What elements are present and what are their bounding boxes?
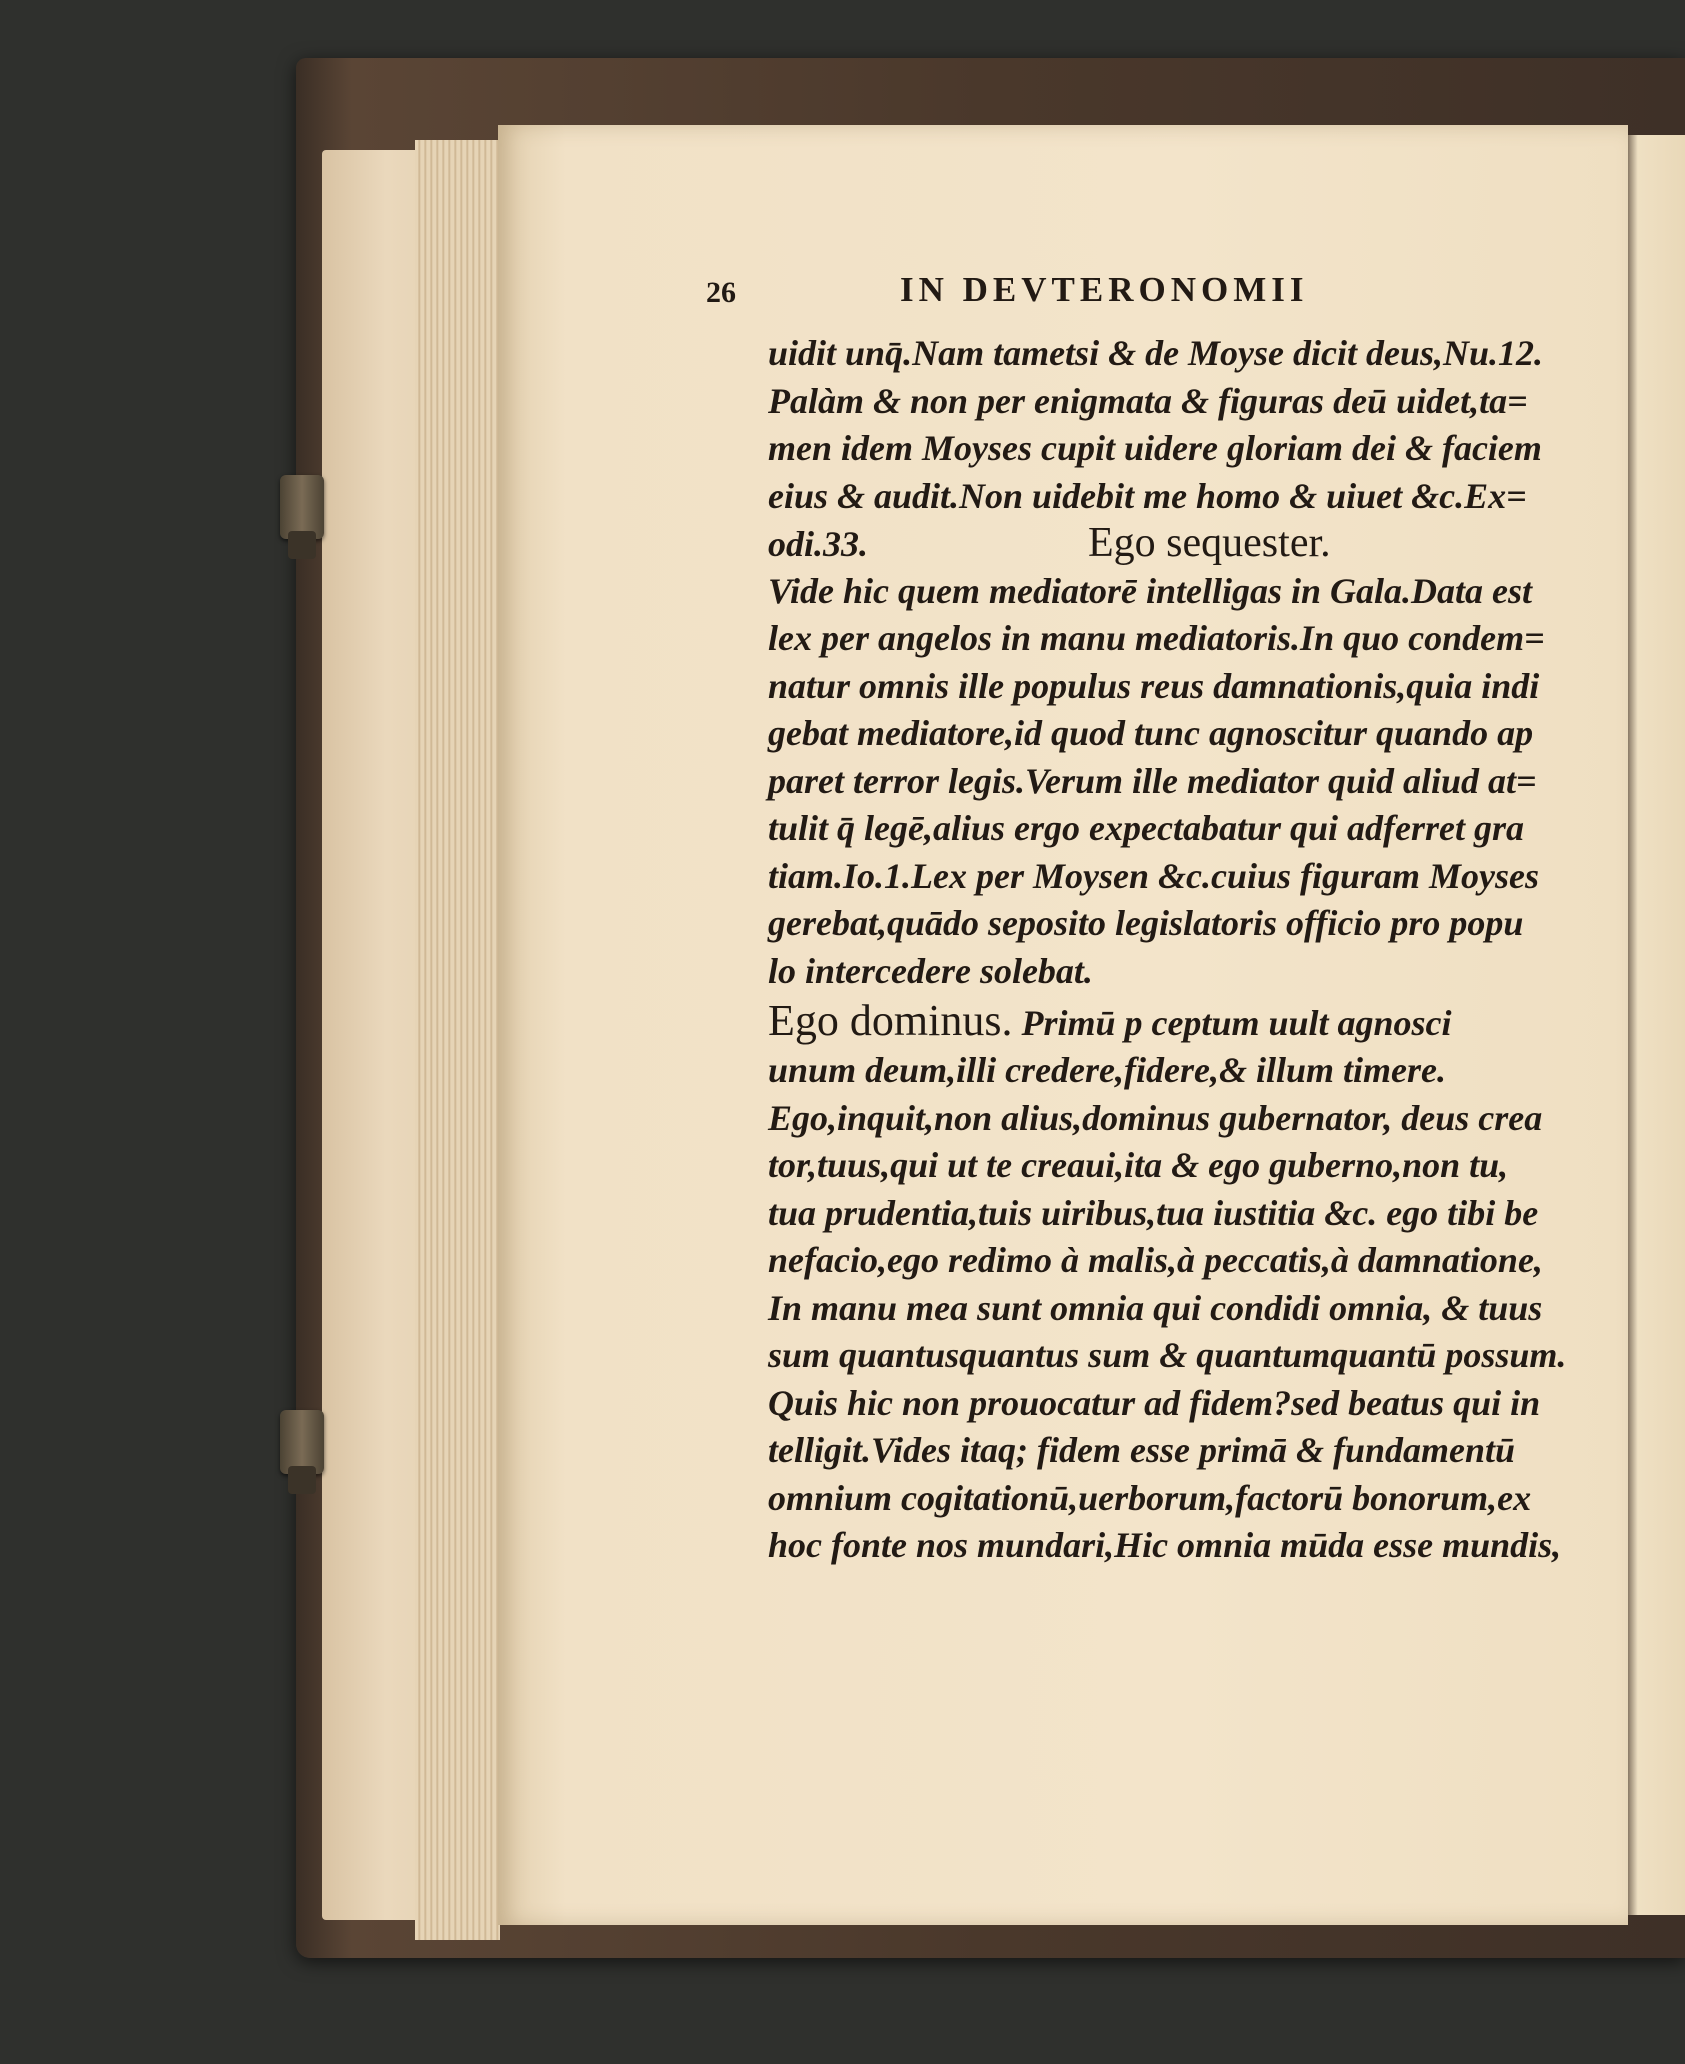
page-number: 26 — [706, 276, 736, 309]
clasp-bottom — [280, 1410, 324, 1474]
text-line: omnium cogitationū,uerborum,factorū bonorum,ex — [768, 1477, 1532, 1518]
text-line: Vide hic quem mediatorē intelligas in Gala.Data est — [768, 570, 1533, 611]
text-line: lex per angelos in manu mediatoris.In quo condem= — [768, 618, 1545, 658]
line-start: odi.33. — [768, 524, 869, 564]
text-block — [706, 270, 1568, 1570]
text-line: sum quantusquantus sum & quantumquantū possum. — [768, 1335, 1567, 1375]
text-line: gebat mediatore,id quod tunc agnoscitur quando ap — [768, 713, 1534, 753]
text-line: unum deum,illi credere,fidere,& illum timere. — [768, 1050, 1446, 1090]
section-heading: Ego sequester. — [1088, 520, 1331, 566]
text-line: Palàm & non per enigmata & figuras deū uidet,ta= — [768, 380, 1528, 421]
text-line: Quis hic non prouocatur ad fidem?sed beatus qui in — [768, 1382, 1541, 1423]
text-line: gerebat,quādo seposito legislatoris officio pro popu — [768, 903, 1524, 943]
text-line: tulit q̄ legē,alius ergo expectabatur qui adferret gra — [768, 808, 1524, 848]
clasp-top — [280, 475, 324, 539]
facing-page-edge — [1622, 135, 1685, 1915]
text-line — [768, 520, 1568, 568]
text-line: paret terror legis.Verum ille mediator quid aliud at= — [768, 760, 1537, 801]
text-line: Ego,inquit,non alius,dominus gubernator, deus crea — [768, 1097, 1543, 1138]
text-line: hoc fonte nos mundari,Hic omnia mūda esse mundis, — [768, 1525, 1562, 1565]
running-head — [706, 270, 1568, 330]
text-line: In manu mea sunt omnia qui condidi omnia, & tuus — [768, 1287, 1543, 1328]
text-line: eius & audit.Non uidebit me homo & uiuet &c.Ex= — [768, 475, 1527, 516]
text-line: nefacio,ego redimo à malis,à peccatis,à damnatione, — [768, 1240, 1543, 1280]
text-line: uidit unq̄.Nam tametsi & de Moyse dicit deus,Nu.12. — [768, 333, 1544, 373]
line-rest: Primū p ceptum uult agnosci — [1021, 1003, 1452, 1043]
text-line: tiam.Io.1.Lex per Moysen &c.cuius figuram Moyses — [768, 855, 1539, 896]
text-line: tua prudentia,tuis uiribus,tua iustitia &c. ego tibi be — [768, 1192, 1539, 1233]
section-heading: Ego dominus. — [768, 996, 1013, 1045]
page-stack — [415, 140, 500, 1940]
text-line: natur omnis ille populus reus damnationis,quia indi — [768, 665, 1540, 706]
running-title: IN DEVTERONOMII — [900, 270, 1309, 309]
text-line — [768, 995, 1568, 1047]
text-line: telligit.Vides itaq; fidem esse primā & fundamentū — [768, 1430, 1516, 1470]
text-line: men idem Moyses cupit uidere gloriam dei & faciem — [768, 428, 1542, 468]
text-line: tor,tuus,qui ut te creaui,ita & ego guberno,non tu, — [768, 1145, 1509, 1185]
text-line: lo intercedere solebat. — [768, 950, 1093, 991]
